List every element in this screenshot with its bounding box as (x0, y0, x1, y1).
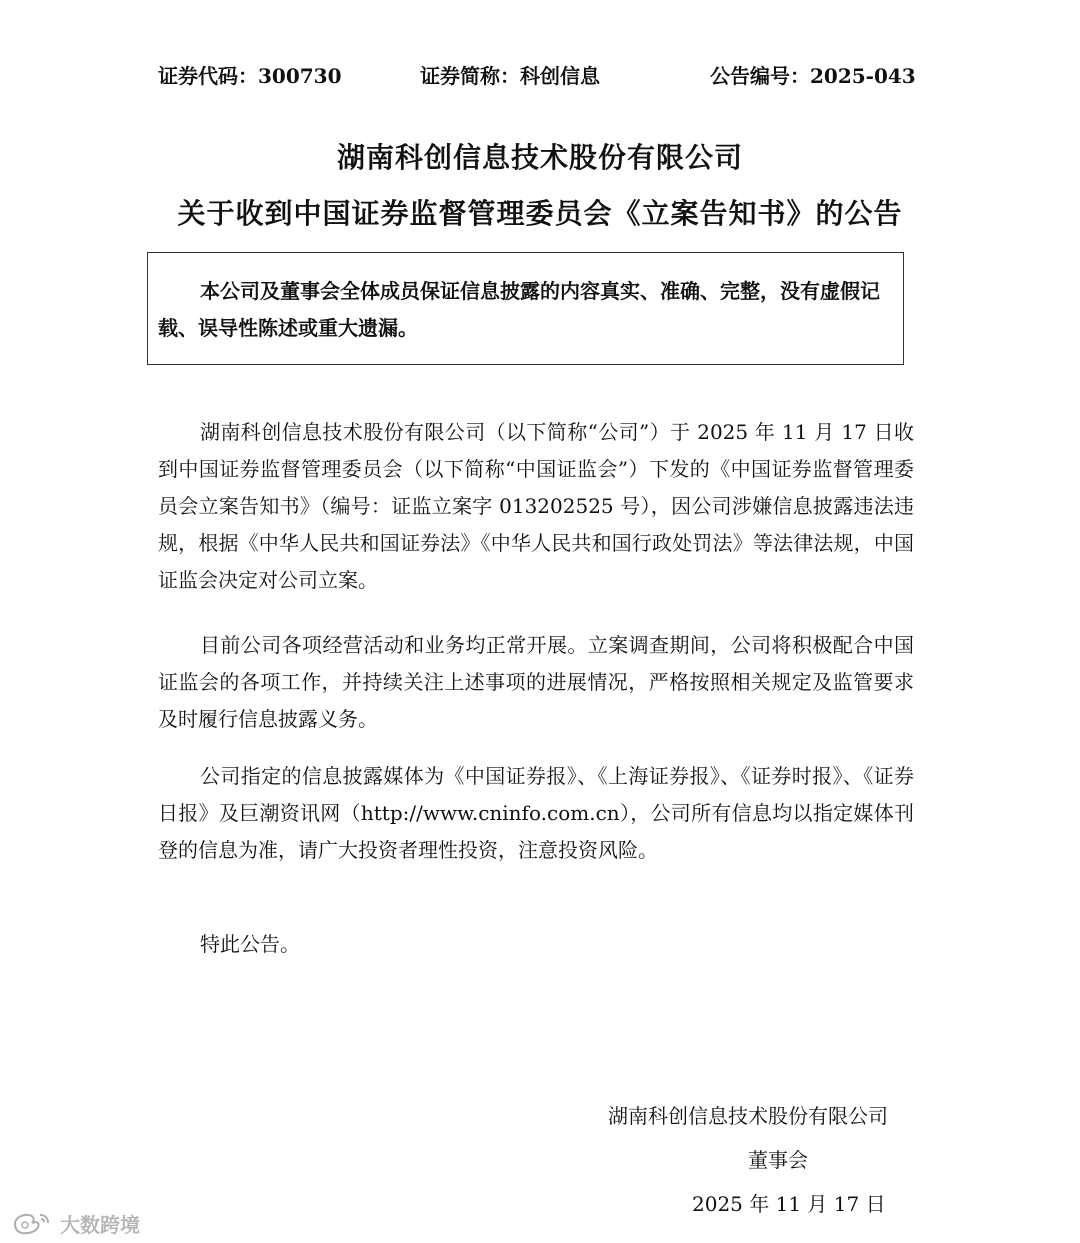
disclaimer-box: 本公司及董事会全体成员保证信息披露的内容真实、准确、完整，没有虚假记载、误导性陈述或重大遗漏。 (147, 252, 904, 365)
announcement-number: 公告编号：2025-043 (710, 64, 916, 88)
announcement-title: 关于收到中国证券监督管理委员会《立案告知书》的公告 (177, 197, 903, 230)
body-paragraph: 公司指定的信息披露媒体为《中国证券报》、《上海证券报》、《证券时报》、《证券日报》及巨潮资讯网（http://www.cninfo.com.cn），公司所有信息均以指定媒体刊登的信息为准，请广大投资者理性投资，注意投资风险。 (158, 764, 914, 862)
weibo-logo-icon (10, 1210, 54, 1236)
body-paragraph: 湖南科创信息技术股份有限公司（以下简称“公司”）于 2025 年 11 月 17 日收到中国证券监督管理委员会（以下简称“中国证监会”）下发的《中国证券监督管理委员会立案告知书》（编号：证监立案字 013202525 号），因公司涉嫌信息披露违法违规，根据《中华人民共和国证券法》《中华人民共和国行政处罚法》等法律法规，中国证监会决定对公司立案。 (158, 420, 914, 592)
stock-code: 证券代码：300730 (158, 64, 342, 88)
company-title: 湖南科创信息技术股份有限公司 (336, 141, 743, 174)
document-header (0, 60, 1080, 90)
stock-abbreviation: 证券简称：科创信息 (420, 64, 600, 88)
watermark (10, 1208, 140, 1238)
closing-line: 特此公告。 (200, 932, 300, 956)
watermark-text: 大数跨境 (60, 1212, 140, 1237)
signature-date: 2025 年 11 月 17 日 (692, 1192, 886, 1216)
signature-board: 董事会 (748, 1148, 808, 1172)
body-paragraph: 目前公司各项经营活动和业务均正常开展。立案调查期间，公司将积极配合中国证监会的各项工作，并持续关注上述事项的进展情况，严格按照相关规定及监管要求及时履行信息披露义务。 (158, 633, 914, 731)
signature-company: 湖南科创信息技术股份有限公司 (608, 1104, 888, 1128)
